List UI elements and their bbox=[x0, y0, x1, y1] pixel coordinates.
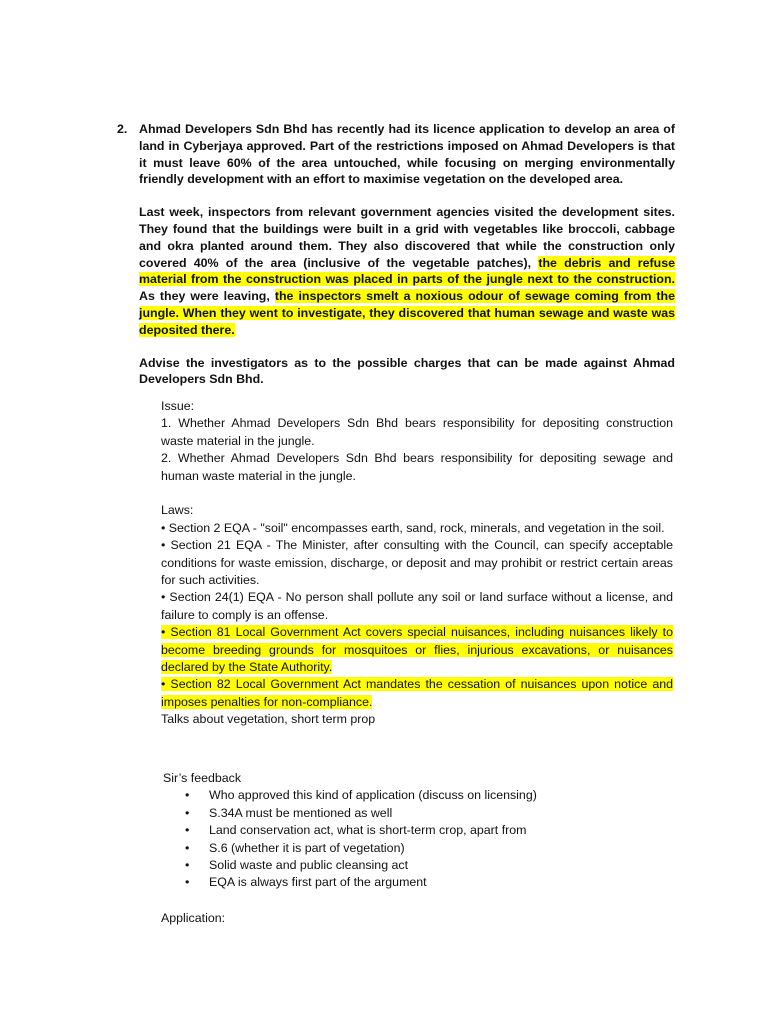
question-block bbox=[117, 121, 675, 388]
list-item: • Solid waste and public cleansing act bbox=[163, 857, 663, 874]
p2-text-a: Last week, inspectors from relevant government agencies visited the development sites. They found that the buildings were built in a grid with vegetables like broccoli, cabbage and okra planted around them. They also discovered that while the construction only covered 40% of the area (inclusive of the vegetable patches), bbox=[139, 205, 675, 270]
question-intro: Ahmad Developers Sdn Bhd has recently had its licence application to develop an area of land in Cyberjaya approved. Part of the restrictions imposed on Ahmad Developers is that it must leave 60% of the area untouched, while focusing on merging environmentally friendly development with an effort to maximise vegetation on the developed area. bbox=[139, 122, 675, 187]
question-paragraph-3: Advise the investigators as to the possible charges that can be made against Ahmad Developers Sdn Bhd. bbox=[139, 355, 675, 387]
feedback-heading: Sir’s feedback bbox=[163, 771, 242, 785]
list-item: • S.6 (whether it is part of vegetation) bbox=[163, 840, 663, 857]
bullet-icon: • bbox=[185, 823, 190, 838]
law-item-section-21: • Section 21 EQA - The Minister, after consulting with the Council, can specify acceptable conditions for waste emission, discharge, or deposit and may prohibit or restrict certain areas for such activities. bbox=[161, 538, 673, 588]
list-item: • Who approved this kind of application (discuss on licensing) bbox=[163, 787, 663, 804]
feedback-section bbox=[163, 770, 663, 892]
list-item: • EQA is always first part of the argument bbox=[163, 874, 663, 891]
question-paragraph-2 bbox=[139, 204, 675, 338]
bullet-icon: • bbox=[185, 875, 190, 890]
p2-text-c: As they were leaving, bbox=[139, 289, 275, 304]
bullet-icon: • bbox=[185, 805, 190, 820]
law-item-section-2: • Section 2 EQA - "soil" encompasses earth, sand, rock, minerals, and vegetation in the soil. bbox=[161, 520, 665, 535]
list-item: • S.34A must be mentioned as well bbox=[163, 805, 663, 822]
list-item: • Land conservation act, what is short-term crop, apart from bbox=[163, 822, 663, 839]
laws-note: Talks about vegetation, short term prop bbox=[161, 712, 376, 727]
law-81-highlight: • Section 81 Local Government Act covers special nuisances, including nuisances likely to become breeding grounds for mosquitoes or flies, injurious excavations, or nuisances declared by the State Authority. bbox=[161, 625, 673, 675]
answer-section bbox=[161, 398, 673, 729]
law-item-section-24: • Section 24(1) EQA - No person shall pollute any soil or land surface without a license, and failure to comply is an offense. bbox=[161, 590, 673, 622]
law-item-section-82 bbox=[161, 676, 673, 711]
laws-heading: Laws: bbox=[161, 503, 194, 518]
issue-item-1: 1. Whether Ahmad Developers Sdn Bhd bears responsibility for depositing construction waste material in the jungle. bbox=[161, 416, 673, 448]
bullet-icon: • bbox=[185, 858, 190, 873]
law-item-section-81 bbox=[161, 624, 673, 676]
issue-heading: Issue: bbox=[161, 399, 195, 413]
bullet-icon: • bbox=[185, 788, 190, 803]
law-82-highlight: • Section 82 Local Government Act mandates the cessation of nuisances upon notice and imposes penalties for non-compliance. bbox=[161, 677, 673, 709]
issue-item-2: 2. Whether Ahmad Developers Sdn Bhd bears responsibility for depositing sewage and human waste material in the jungle. bbox=[161, 451, 673, 483]
p2-highlight-sewage: the inspectors smelt a noxious odour of sewage coming from the jungle. When they went to investigate, they discovered that human sewage and waste was deposited there. bbox=[139, 289, 676, 337]
question-number: 2. bbox=[117, 122, 128, 136]
feedback-list bbox=[163, 787, 663, 891]
bullet-icon: • bbox=[185, 840, 190, 855]
application-heading: Application: bbox=[161, 911, 226, 925]
p2-highlight-debris: the debris and refuse material from the construction was placed in parts of the jungle next to the construction. bbox=[139, 255, 675, 287]
